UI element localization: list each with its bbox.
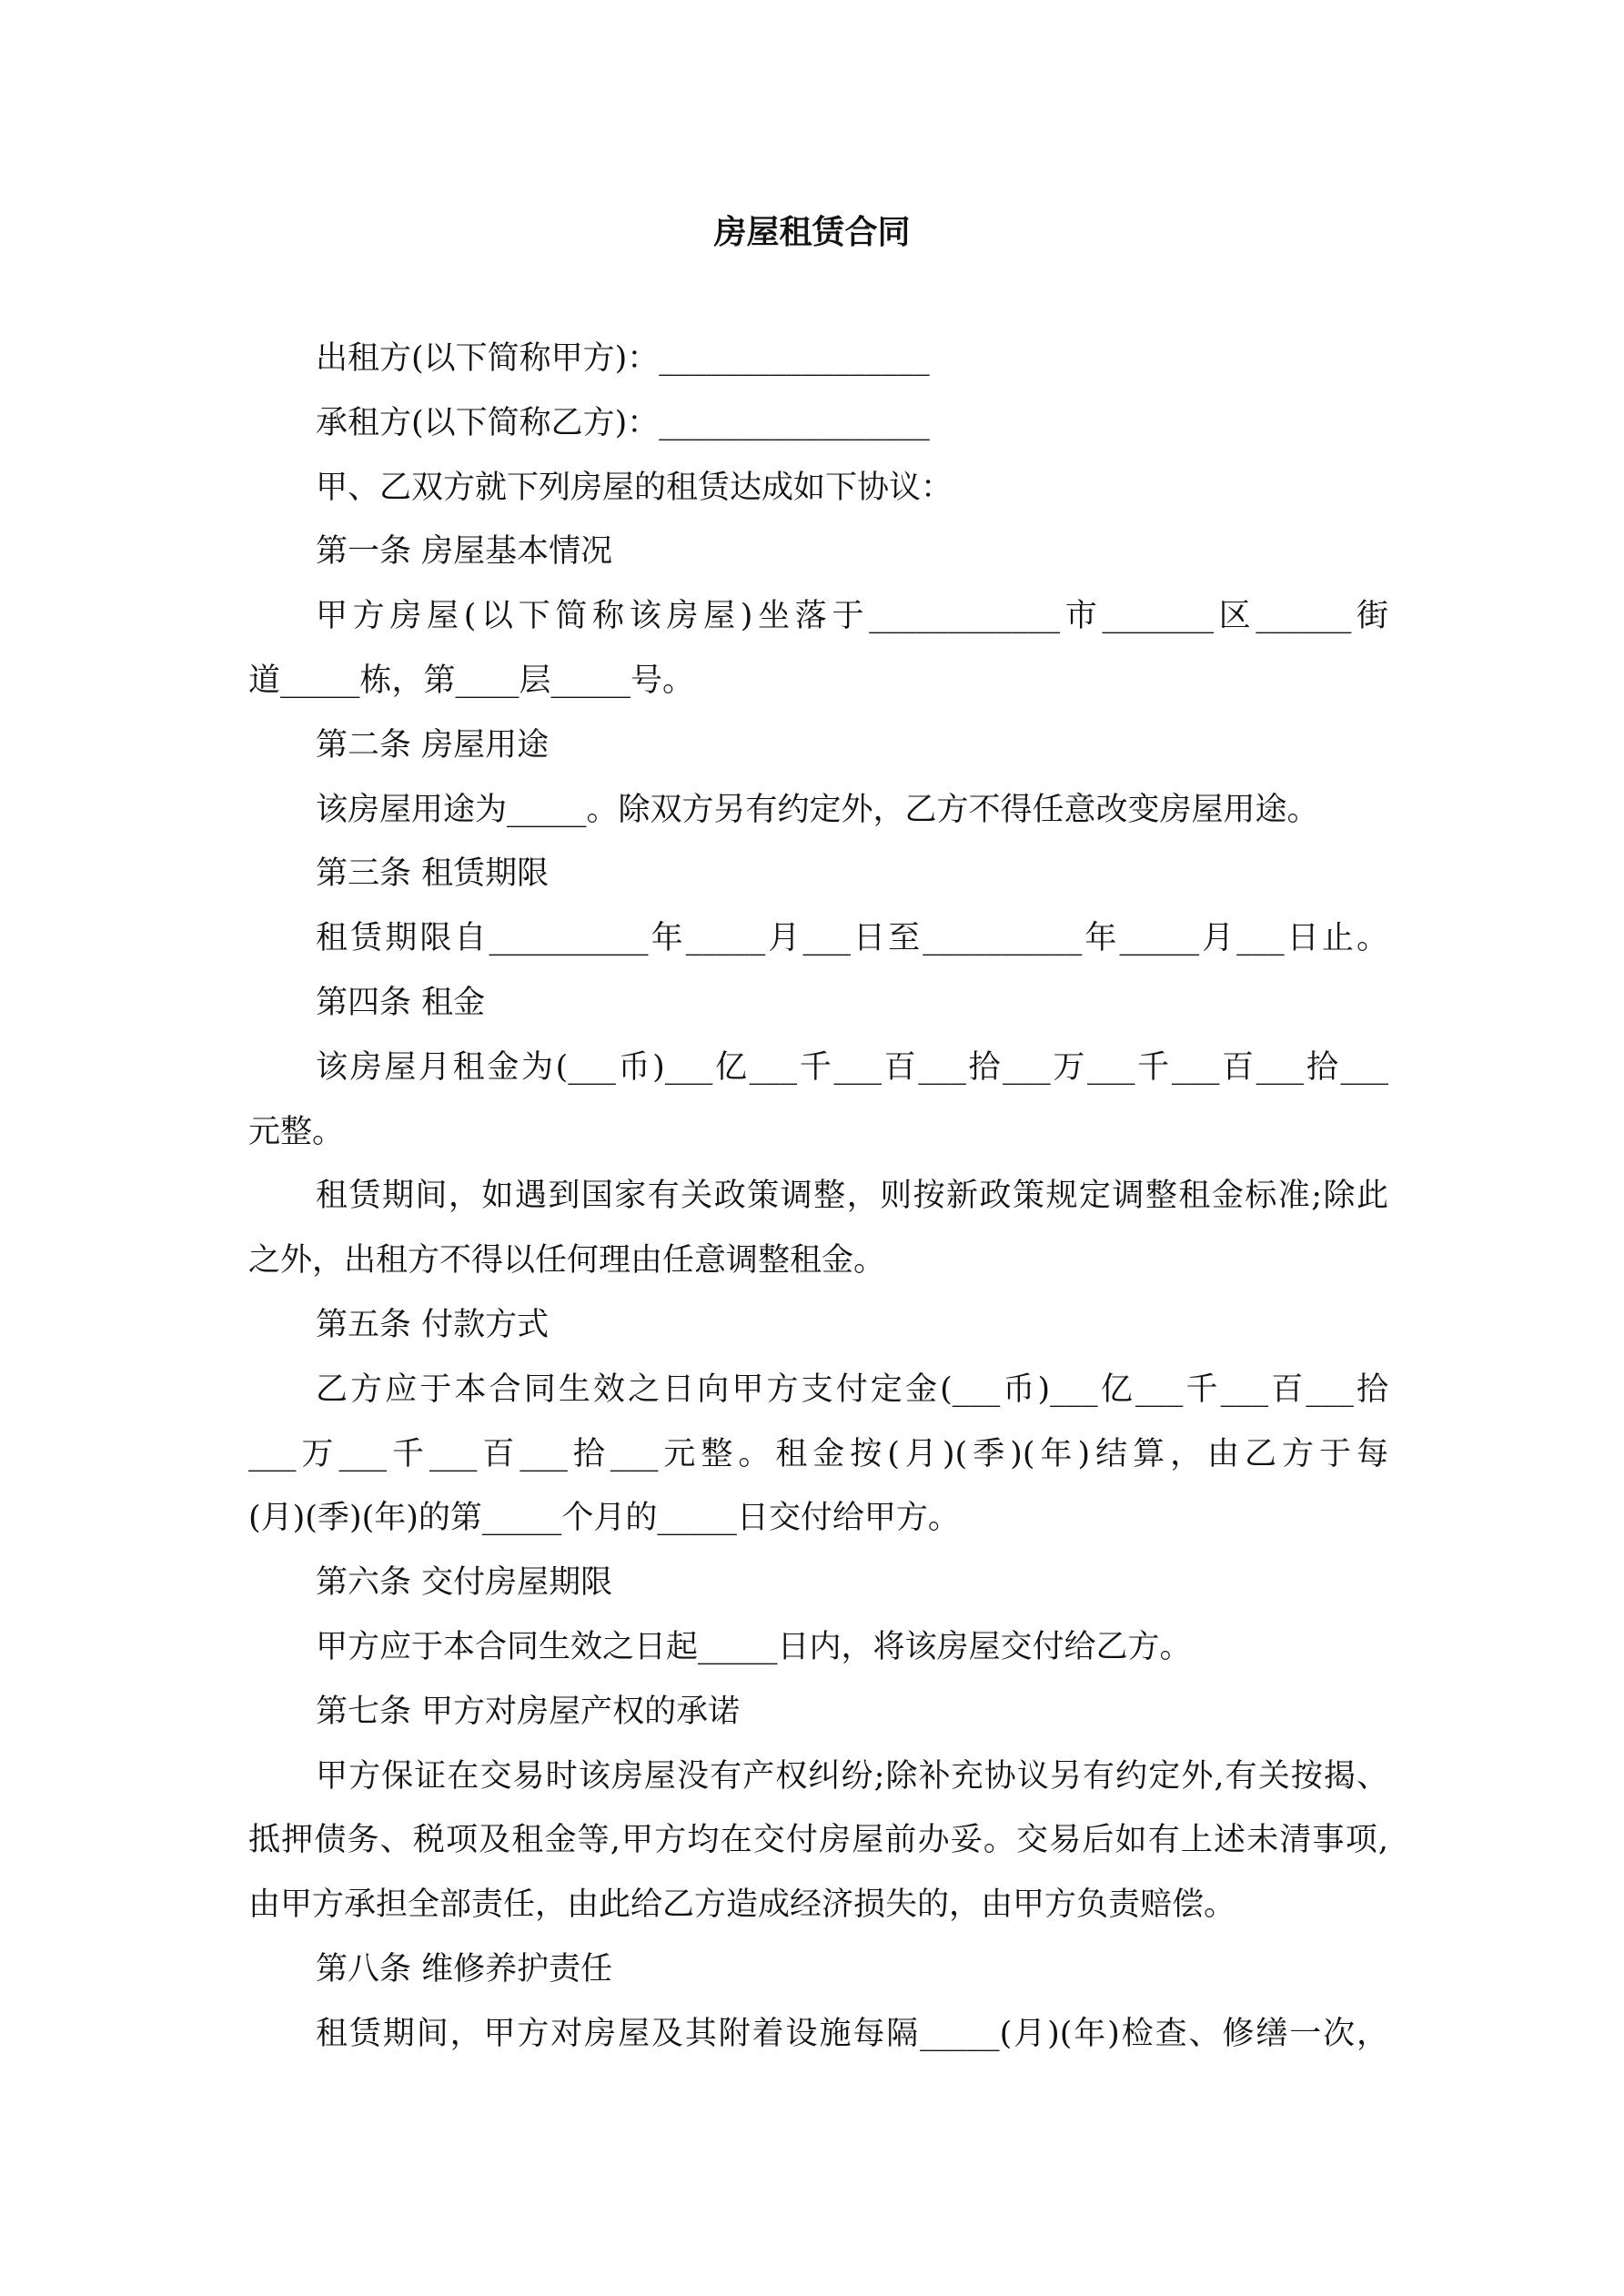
text-line: 该房屋月租金为(___币)___亿___千___百___拾___万___千___百___拾___ — [316, 1048, 1388, 1086]
text-line: 租赁期间，如遇到国家有关政策调整，则按新政策规定调整租金标准;除此 — [316, 1178, 1388, 1215]
text-line: 甲方房屋(以下简称该房屋)坐落于____________市_______区______街 — [316, 598, 1388, 635]
section-heading: 第六条 交付房屋期限 — [316, 1564, 613, 1602]
text-line: 由甲方承担全部责任，由此给乙方造成经济损失的，由甲方负责赔偿。 — [248, 1886, 1236, 1924]
document-title: 房屋租赁合同 — [713, 213, 911, 251]
text-line: 甲方应于本合同生效之日起_____日内，将该房屋交付给乙方。 — [316, 1628, 1192, 1665]
text-line: 租赁期间，甲方对房屋及其附着设施每隔_____(月)(年)检查、修缮一次， — [316, 2015, 1388, 2052]
text-line: 出租方(以下简称甲方)：_________________ — [316, 340, 930, 377]
text-line: 租赁期限自__________年_____月___日至__________年_____月___日止。 — [316, 920, 1388, 957]
section-heading: 第四条 租金 — [316, 984, 486, 1021]
section-heading: 第二条 房屋用途 — [316, 726, 550, 764]
section-heading: 第七条 甲方对房屋产权的承诺 — [316, 1693, 741, 1730]
text-line: 甲方保证在交易时该房屋没有产权纠纷;除补充协议另有约定外,有关按揭、 — [316, 1757, 1388, 1795]
section-heading: 第三条 租赁期限 — [316, 855, 550, 893]
text-line: 承租方(以下简称乙方)：_________________ — [316, 404, 930, 441]
text-line: 该房屋用途为_____。除双方另有约定外，乙方不得任意改变房屋用途。 — [316, 791, 1319, 828]
text-line: 抵押债务、税项及租金等,甲方均在交付房屋前办妥。交易后如有上述未清事项, — [248, 1822, 1388, 1859]
text-line: 乙方应于本合同生效之日向甲方支付定金(___币)___亿___千___百___拾 — [316, 1371, 1388, 1408]
text-line: 元整。 — [248, 1113, 345, 1150]
section-heading: 第一条 房屋基本情况 — [316, 533, 613, 571]
text-line: ___万___千___百___拾___元整。租金按(月)(季)(年)结算，由乙方于每 — [248, 1435, 1388, 1472]
document-body — [248, 327, 1388, 2067]
text-line: 道_____栋，第____层_____号。 — [248, 662, 695, 699]
text-line: 甲、乙双方就下列房屋的租赁达成如下协议： — [316, 469, 953, 506]
section-heading: 第八条 维修养护责任 — [316, 1950, 613, 1988]
text-line: (月)(季)(年)的第_____个月的_____日交付给甲方。 — [248, 1500, 960, 1537]
section-heading: 第五条 付款方式 — [316, 1306, 550, 1343]
text-line: 之外，出租方不得以任何理由任意调整租金。 — [248, 1242, 886, 1279]
